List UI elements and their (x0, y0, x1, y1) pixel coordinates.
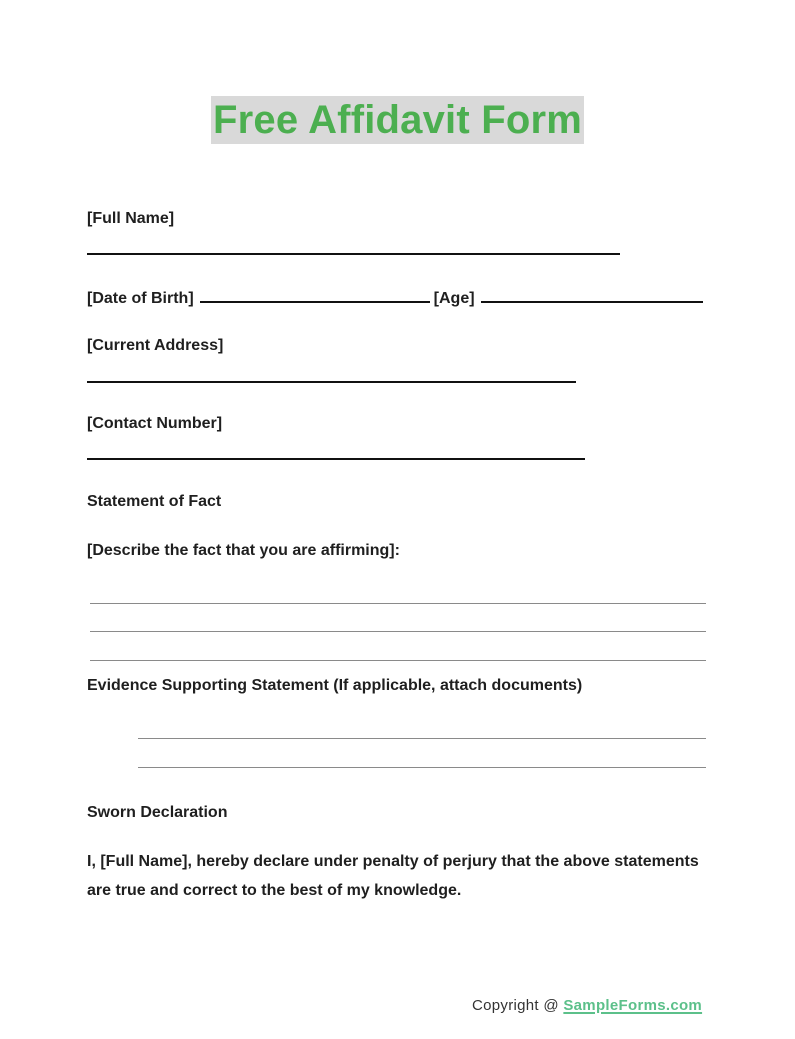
contact-number-label: [Contact Number] (87, 415, 223, 432)
age-label: [Age] (433, 290, 475, 307)
sworn-declaration-text: I, [Full Name], hereby declare under penalty of perjury that the above statements are true and correct to the best of my knowledge. (87, 853, 699, 899)
title-container (0, 96, 795, 144)
statement-line-1[interactable] (90, 603, 706, 604)
current-address-field[interactable] (87, 381, 576, 383)
full-name-field[interactable] (87, 253, 620, 255)
brand-link[interactable]: SampleForms.com (563, 997, 703, 1014)
date-of-birth-label: [Date of Birth] (87, 290, 194, 307)
statement-of-fact-heading: Statement of Fact (87, 493, 222, 510)
evidence-line-1[interactable] (138, 738, 706, 739)
statement-line-3[interactable] (90, 660, 706, 661)
sworn-declaration-heading: Sworn Declaration (87, 804, 228, 821)
statement-line-2[interactable] (90, 631, 706, 632)
current-address-label: [Current Address] (87, 337, 224, 354)
dob-age-row (87, 287, 707, 309)
contact-number-field[interactable] (87, 458, 585, 460)
copyright-prefix: Copyright @ (472, 997, 564, 1014)
evidence-line-2[interactable] (138, 767, 706, 768)
page-title: Free Affidavit Form (212, 98, 583, 142)
evidence-heading: Evidence Supporting Statement (If applicable, attach documents) (87, 677, 583, 694)
date-of-birth-field[interactable] (200, 287, 430, 303)
full-name-label: [Full Name] (87, 210, 175, 227)
statement-prompt: [Describe the fact that you are affirming]: (87, 542, 400, 559)
footer-copyright (472, 996, 702, 1016)
age-field[interactable] (481, 287, 703, 303)
